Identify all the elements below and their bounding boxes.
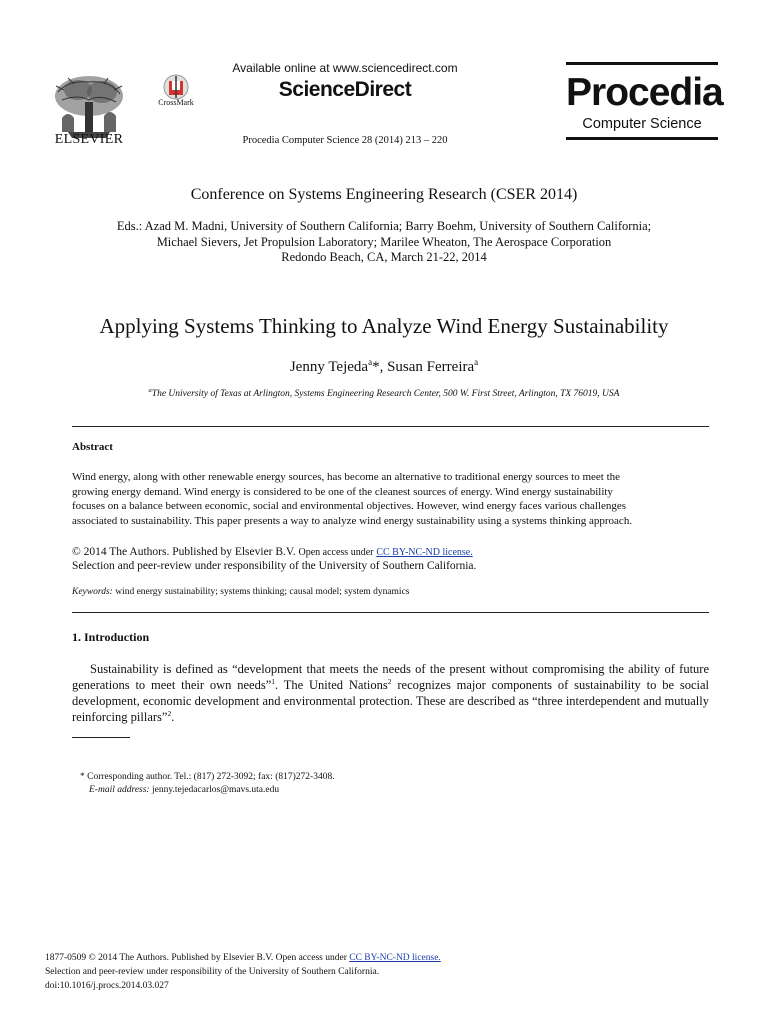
corresponding-author-footnote: * Corresponding author. Tel.: (817) 272-3092; fax: (817)272-3408. [80,772,335,782]
footer-doi: doi:10.1016/j.procs.2014.03.027 [45,981,169,991]
abstract-body [72,470,714,528]
keywords-label: Keywords: [72,587,113,597]
email-address: jenny.tejedacarlos@mavs.uta.edu [151,785,280,795]
journal-reference: Procedia Computer Science 28 (2014) 213 – 220 [242,135,448,146]
citation-marker: 2 [167,708,172,718]
author-name: Jenny Tejeda [289,359,369,375]
abstract-heading: Abstract [72,441,113,453]
keywords [72,587,409,597]
citation-marker: 2 [387,676,392,686]
crossmark-icon[interactable] [150,64,202,116]
conference-title: Conference on Systems Engineering Research (CSER 2014) [190,186,578,203]
affiliation-marker: a [148,387,152,394]
intro-text: Sustainability is defined as “development that meets the needs of the present without compromising the ability of future generations to meet their own needs” [72,662,709,692]
editors-line-1: Eds.: Azad M. Madni, University of Southern California; Barry Boehm, University of Southern California; [116,219,652,233]
keywords-list: wind energy sustainability; systems thinking; causal model; system dynamics [115,587,410,597]
footer-open-access: Open access under [275,953,347,963]
intro-text: . [171,710,175,724]
email-footnote [89,785,279,795]
peer-review-notice: Selection and peer-review under responsibility of the University of Southern California. [72,560,477,572]
footer-copyright [45,953,441,963]
affiliation-text: The University of Texas at Arlington, Systems Engineering Research Center, 500 W. First Street, Arlington, TX 76019, USA [151,389,620,400]
footer-peer-review: Selection and peer-review under responsibility of the University of Southern California. [45,967,380,977]
affiliation-marker: a [474,357,479,367]
open-access-text: Open access under [298,547,374,558]
affiliation-marker: a [368,357,373,367]
available-online-text: Available online at www.sciencedirect.com [232,61,458,75]
abstract-line: focuses on a balance between economic, social and environmental objectives. However, wind energy faces various challenges [72,500,627,512]
corresponding-marker: *, [372,359,388,375]
abstract-bottom-rule [72,612,709,613]
section-heading-introduction: 1. Introduction [72,630,150,644]
intro-text: recognizes major components of sustainability to be social development, economic development and environmental protection. These are described as “three interdependent and mutually reinforcing pillars” [72,678,709,724]
sciencedirect-wordmark: ScienceDirect [278,78,412,101]
affiliation [0,387,768,399]
introduction-paragraph [72,661,709,725]
abstract-line: associated to sustainability. This paper presents a way to analyze wind energy sustainability using a systems thinking approach. [72,514,633,527]
author-list [0,357,768,376]
license-link[interactable]: CC BY-NC-ND license. [376,547,473,558]
abstract-line: growing energy demand. Wind energy is considered to be one of the cleanest sources of energy. Wind energy sustainability [72,485,613,498]
copyright-notice [72,546,473,558]
footnote-rule [72,737,130,738]
footer-license-link[interactable]: CC BY-NC-ND license. [349,953,441,963]
editors-line-2: Michael Sievers, Jet Propulsion Laboratory; Marilee Wheaton, The Aerospace Corporation [156,235,612,249]
copyright-text: © 2014 The Authors. Published by Elsevier B.V. [72,546,296,558]
elsevier-wordmark: ELSEVIER [54,132,124,147]
author-name: Susan Ferreira [387,359,475,375]
conference-location: Redondo Beach, CA, March 21-22, 2014 [281,250,487,264]
abstract-line: Wind energy, along with other renewable energy sources, has become an alternative to traditional energy sources to meet the [72,471,621,483]
abstract-top-rule [72,426,709,427]
intro-text: . The United Nations [275,678,388,692]
crossmark-label: CrossMark [158,98,194,107]
citation-marker: 1 [271,676,276,686]
footer-issn: 1877-0509 © 2014 The Authors. Published by Elsevier B.V. [45,953,274,963]
paper-title: Applying Systems Thinking to Analyze Wind Energy Sustainability [99,314,669,338]
procedia-subtitle: Computer Science [582,116,702,132]
procedia-wordmark: Procedia [566,71,723,114]
email-label: E-mail address: [89,785,150,795]
